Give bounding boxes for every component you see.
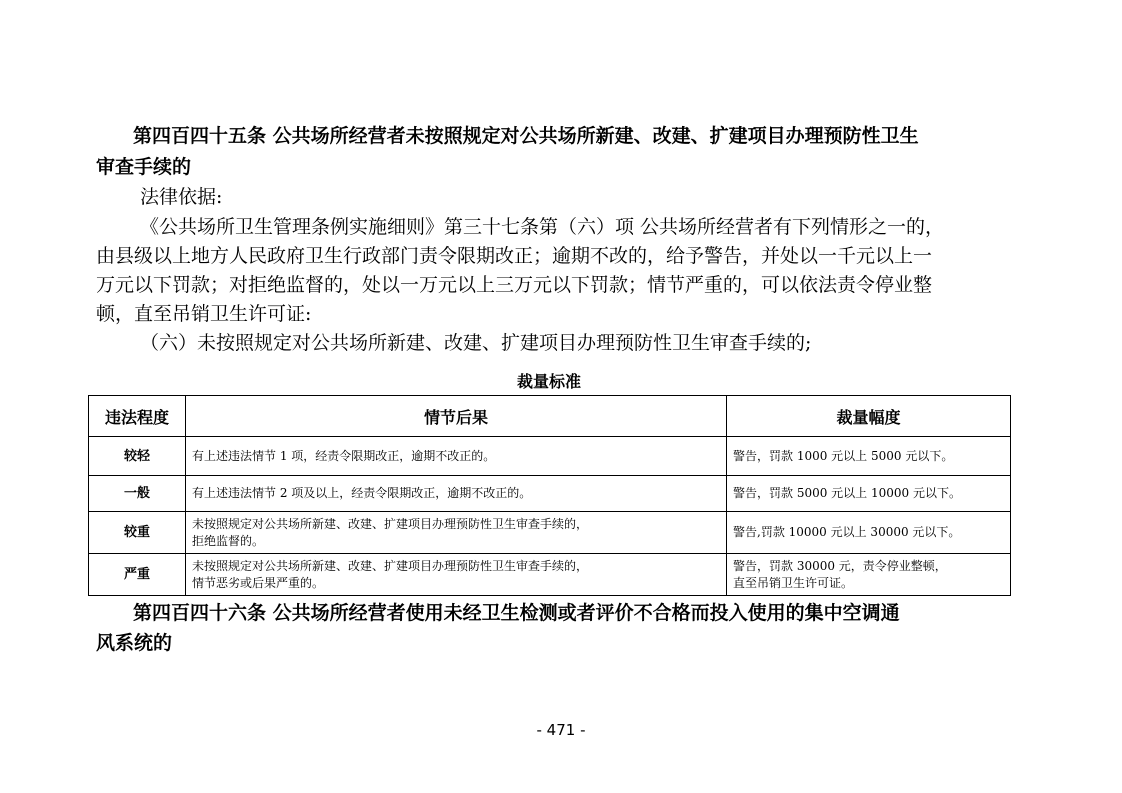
table-row — [89, 437, 1011, 476]
row-consequence — [186, 554, 727, 596]
table-row — [89, 554, 1011, 596]
legal-basis-item-6: （六）未按照规定对公共场所新建、改建、扩建项目办理预防性卫生审查手续的; — [140, 332, 812, 354]
row-consequence — [186, 512, 727, 554]
row-consequence-line-1: 未按照规定对公共场所新建、改建、扩建项目办理预防性卫生审查手续的， — [192, 516, 589, 531]
table-row — [89, 512, 1011, 554]
row-consequence-line-1: 未按照规定对公共场所新建、改建、扩建项目办理预防性卫生审查手续的， — [192, 558, 589, 573]
header-consequence: 情节后果 — [186, 396, 727, 437]
row-penalty — [727, 554, 1011, 596]
row-penalty: 警告,罚款 10000 元以上 30000 元以下。 — [727, 512, 1011, 554]
legal-basis-label: 法律依据: — [140, 186, 223, 208]
row-consequence: 有上述违法情节 2 项及以上，经责令限期改正，逾期不改正的。 — [186, 476, 727, 512]
article-446-title-line-1: 第四百四十六条 公共场所经营者使用未经卫生检测或者评价不合格而投入使用的集中空调通 — [133, 602, 900, 624]
row-penalty-line-2: 直至吊销卫生许可证。 — [733, 575, 854, 590]
row-consequence-line-2: 拒绝监督的。 — [192, 533, 265, 548]
legal-basis-line-4: 顿，直至吊销卫生许可证: — [96, 303, 312, 325]
header-penalty-range: 裁量幅度 — [727, 396, 1011, 437]
header-violation-degree: 违法程度 — [89, 396, 186, 437]
row-penalty: 警告，罚款 1000 元以上 5000 元以下。 — [727, 437, 1011, 476]
row-penalty-line-1: 警告，罚款 30000 元，责令停业整顿， — [733, 558, 947, 573]
legal-basis-line-1: 《公共场所卫生管理条例实施细则》第三十七条第（六）项 公共场所经营者有下列情形之一的， — [140, 216, 945, 238]
row-level: 一般 — [89, 476, 186, 512]
page-number: - 471 - — [536, 721, 586, 739]
table-row — [89, 476, 1011, 512]
standard-table-title: 裁量标准 — [516, 372, 581, 391]
table-header-row — [89, 396, 1011, 437]
article-446-title-line-2: 风系统的 — [96, 632, 173, 654]
article-445-title-line-2: 审查手续的 — [96, 156, 192, 178]
row-level: 严重 — [89, 554, 186, 596]
row-consequence-line-2: 情节恶劣或后果严重的。 — [192, 575, 325, 590]
discretion-standard-table — [88, 395, 1011, 596]
legal-basis-line-3: 万元以下罚款；对拒绝监督的，处以一万元以上三万元以下罚款；情节严重的，可以依法责令停业整 — [96, 274, 933, 296]
legal-basis-line-2: 由县级以上地方人民政府卫生行政部门责令限期改正；逾期不改的，给予警告，并处以一千元以上一 — [96, 245, 933, 267]
row-level: 较轻 — [89, 437, 186, 476]
article-445-title-line-1: 第四百四十五条 公共场所经营者未按照规定对公共场所新建、改建、扩建项目办理预防性卫生 — [133, 125, 919, 147]
row-level: 较重 — [89, 512, 186, 554]
row-penalty: 警告，罚款 5000 元以上 10000 元以下。 — [727, 476, 1011, 512]
row-consequence: 有上述违法情节 1 项，经责令限期改正，逾期不改正的。 — [186, 437, 727, 476]
